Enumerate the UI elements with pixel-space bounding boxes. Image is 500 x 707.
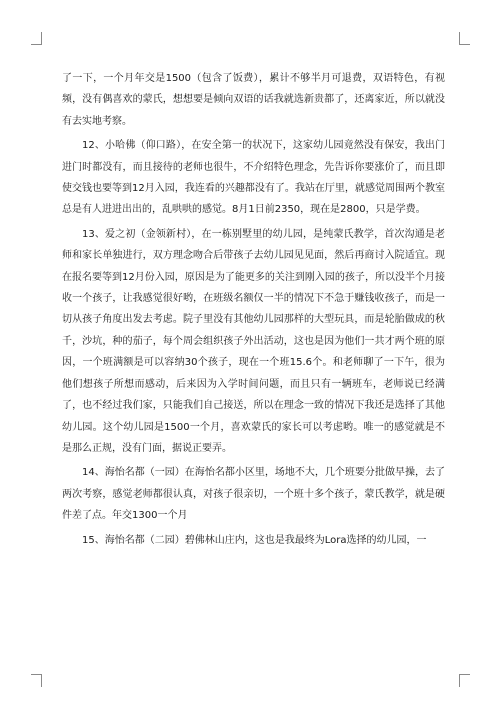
paragraph-item-13: 13、爱之初（金领新村），在一栋别墅里的幼儿园，是纯蒙氏教学，首次沟通是老师和家长单独进行，双方理念吻合后带孩子去幼儿园见见面，然后再商讨入院适宜。现在报名要等到12月份入园，原因是为了能更多的关注到刚入园的孩子，所以没半个月接收一个孩子，让我感觉很好哟，在班级名额仅一半的情况下不急于赚钱收孩子，而是一切从孩子角度出发去考虑。院子里没有其他幼儿园那样的大型玩具，而是轮胎做成的秋千，沙坑，种的茄子，每个周会组织孩子外出活动，这也是因为他们一共才两个班的原因，一个班满额是可以容纳30个孩子，现在一个班15.6个。和老师聊了一下午，很为他们想孩子所想而感动，后来因为入学时间问题，而且只有一辆班车，老师说已经满了，也不经过我们家，只能我们自己接送，所以在理念一致的情况下我还是选择了其他幼儿园。这个幼儿园是1500一个月，喜欢蒙氏的家长可以考虑哟。唯一的感觉就是不是那么正规，没有门面，据说正要弄。 [62, 228, 445, 454]
crop-mark-bottom-left [31, 674, 42, 687]
crop-mark-top-left [31, 32, 42, 45]
paragraph-item-15: 15、海怡名都（二园）碧佛林山庄内，这也是我最终为Lora选择的幼儿园，一 [82, 534, 427, 546]
paragraph-item-14: 14、海怡名都（一园）在海怡名都小区里，场地不大，几个班要分批做早操，去了两次考察，感觉老师都很认真，对孩子很亲切，一个班十多个孩子，蒙氏教学，就是硬件差了点。年交1300一个月 [62, 467, 445, 522]
document-body [62, 68, 445, 551]
paragraph-continuation: 了一下，一个月年交是1500（包含了饭费），累计不够半月可退费，双语特色，有视频，没有偶喜欢的蒙氏，想想要是倾向双语的话我就选新贵都了，还离家近，所以就没有去实地考察。 [62, 73, 445, 127]
crop-mark-bottom-right [459, 674, 470, 687]
crop-mark-top-right [459, 32, 470, 45]
paragraph-item-12: 12、小哈佛（仰口路），在安全第一的状况下，这家幼儿园竟然没有保安，我出门进门时都没有，而且接待的老师也很牛，不介绍特色理念，先告诉你要涨价了，而且即使交钱也要等到12月入园，我连看的兴趣都没有了。我站在厅里，就感觉周围两个教室总是有人进进出出的，乱哄哄的感觉。8月1日前2350，现在是2800，只是学费。 [62, 140, 445, 216]
